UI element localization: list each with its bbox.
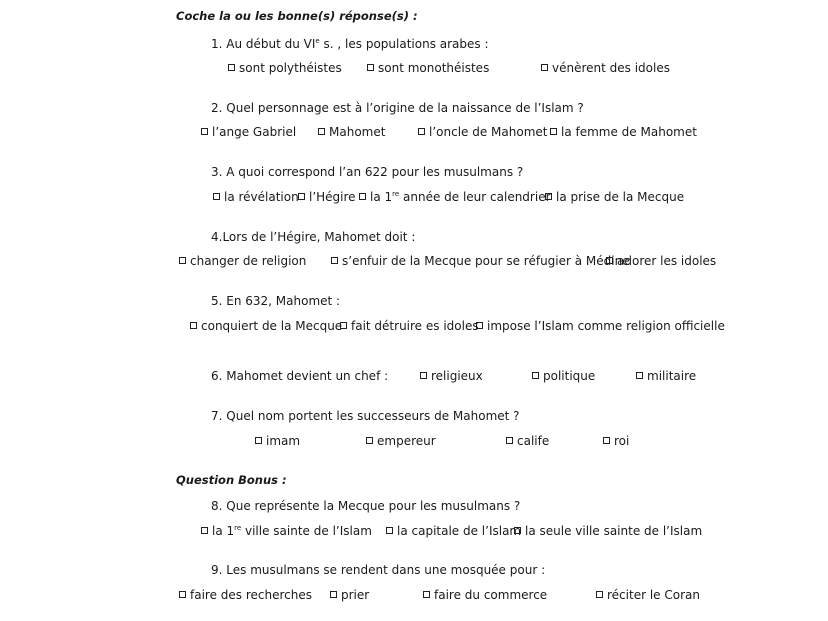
q7-option-4-label: roi: [614, 434, 630, 448]
q4-option-3[interactable]: [606, 254, 716, 268]
q8-option-3[interactable]: [514, 524, 702, 538]
question-5: 5. En 632, Mahomet :: [211, 294, 341, 308]
question-7: 7. Quel nom portent les successeurs de Mahomet ?: [211, 409, 520, 423]
q3-option-4-label: la prise de la Mecque: [556, 190, 685, 204]
checkbox-icon[interactable]: [476, 322, 483, 329]
checkbox-icon[interactable]: [636, 372, 643, 379]
checkbox-icon[interactable]: [606, 257, 613, 264]
q7-option-4[interactable]: [603, 434, 629, 448]
q9-option-2[interactable]: [330, 588, 369, 602]
question-3: 3. A quoi correspond l’an 622 pour les musulmans ?: [211, 165, 524, 179]
question-1-text-after: s. , les populations arabes :: [319, 37, 489, 51]
checkbox-icon[interactable]: [545, 193, 552, 200]
q8-option-2[interactable]: [386, 524, 521, 538]
q2-option-2-label: Mahomet: [329, 125, 386, 139]
q8-option-1-label: la 1: [212, 524, 235, 538]
q2-option-3-label: l’oncle de Mahomet: [429, 125, 548, 139]
checkbox-icon[interactable]: [367, 64, 374, 71]
checkbox-icon[interactable]: [603, 437, 610, 444]
q6-option-3-label: militaire: [647, 369, 697, 383]
checkbox-icon[interactable]: [386, 527, 393, 534]
q9-option-3-label: faire du commerce: [434, 588, 548, 602]
checkbox-icon[interactable]: [331, 257, 338, 264]
q3-option-3[interactable]: [359, 190, 551, 204]
checkbox-icon[interactable]: [255, 437, 262, 444]
q3-option-2-label: l’Hégire: [309, 190, 356, 204]
q6-option-2[interactable]: [532, 369, 595, 383]
q1-option-2-label: sont monothéistes: [378, 61, 490, 75]
q4-option-2[interactable]: [331, 254, 630, 268]
q6-option-1-label: religieux: [431, 369, 483, 383]
q2-option-2[interactable]: [318, 125, 385, 139]
q2-option-1-label: l’ange Gabriel: [212, 125, 297, 139]
q1-option-2[interactable]: [367, 61, 489, 75]
q2-option-1[interactable]: [201, 125, 296, 139]
checkbox-icon[interactable]: [359, 193, 366, 200]
question-1-text: 1. Au début du VI: [211, 37, 316, 51]
question-1: [211, 37, 489, 51]
q6-option-3[interactable]: [636, 369, 696, 383]
q7-option-3-label: calife: [517, 434, 550, 448]
question-4: 4.Lors de l’Hégire, Mahomet doit :: [211, 230, 416, 244]
q5-option-3[interactable]: [476, 319, 725, 333]
checkbox-icon[interactable]: [318, 128, 325, 135]
checkbox-icon[interactable]: [541, 64, 548, 71]
checkbox-icon[interactable]: [420, 372, 427, 379]
checkbox-icon[interactable]: [550, 128, 557, 135]
q9-option-2-label: prier: [341, 588, 370, 602]
q1-option-1-label: sont polythéistes: [239, 61, 342, 75]
q7-option-1[interactable]: [255, 434, 300, 448]
question-8: 8. Que représente la Mecque pour les musulmans ?: [211, 499, 521, 513]
q2-option-3[interactable]: [418, 125, 547, 139]
checkbox-icon[interactable]: [514, 527, 521, 534]
q1-option-1[interactable]: [228, 61, 342, 75]
q8-option-3-label: la seule ville sainte de l’Islam: [525, 524, 703, 538]
q3-option-3-sup: re: [392, 190, 400, 198]
q9-option-1-label: faire des recherches: [190, 588, 312, 602]
q4-option-1[interactable]: [179, 254, 306, 268]
checkbox-icon[interactable]: [201, 527, 208, 534]
q9-option-3[interactable]: [423, 588, 547, 602]
q2-option-4-label: la femme de Mahomet: [561, 125, 697, 139]
q3-option-3-label: la 1: [370, 190, 393, 204]
q1-option-3-label: vénèrent des idoles: [552, 61, 670, 75]
q9-option-1[interactable]: [179, 588, 312, 602]
q5-option-2-label: fait détruire es idoles: [351, 319, 479, 333]
checkbox-icon[interactable]: [596, 591, 603, 598]
q8-option-2-label: la capitale de l’Islam: [397, 524, 522, 538]
instruction-heading: Coche la ou les bonne(s) réponse(s) :: [176, 9, 418, 23]
checkbox-icon[interactable]: [330, 591, 337, 598]
q8-option-1-label-rest: ville sainte de l’Islam: [245, 524, 372, 538]
q3-option-4[interactable]: [545, 190, 684, 204]
checkbox-icon[interactable]: [423, 591, 430, 598]
q8-option-1-sup: re: [234, 524, 242, 532]
q5-option-3-label: impose l’Islam comme religion officielle: [487, 319, 725, 333]
checkbox-icon[interactable]: [366, 437, 373, 444]
bonus-heading: Question Bonus :: [176, 473, 287, 487]
q5-option-2[interactable]: [340, 319, 479, 333]
q3-option-2[interactable]: [298, 190, 356, 204]
question-1-sup: e: [315, 37, 320, 45]
checkbox-icon[interactable]: [532, 372, 539, 379]
question-6: 6. Mahomet devient un chef :: [211, 369, 389, 383]
q3-option-1[interactable]: [213, 190, 299, 204]
q9-option-4-label: réciter le Coran: [607, 588, 700, 602]
q7-option-1-label: imam: [266, 434, 301, 448]
checkbox-icon[interactable]: [340, 322, 347, 329]
checkbox-icon[interactable]: [201, 128, 208, 135]
checkbox-icon[interactable]: [179, 591, 186, 598]
question-9: 9. Les musulmans se rendent dans une mosquée pour :: [211, 563, 546, 577]
q7-option-3[interactable]: [506, 434, 549, 448]
checkbox-icon[interactable]: [179, 257, 186, 264]
q7-option-2-label: empereur: [377, 434, 436, 448]
q1-option-3[interactable]: [541, 61, 670, 75]
checkbox-icon[interactable]: [506, 437, 513, 444]
checkbox-icon[interactable]: [190, 322, 197, 329]
q9-option-4[interactable]: [596, 588, 700, 602]
q3-option-3-label-rest: année de leur calendrier: [403, 190, 551, 204]
q4-option-1-label: changer de religion: [190, 254, 307, 268]
q6-option-1[interactable]: [420, 369, 483, 383]
q4-option-3-label: adorer les idoles: [617, 254, 717, 268]
q2-option-4[interactable]: [550, 125, 697, 139]
q6-option-2-label: politique: [543, 369, 596, 383]
q5-option-1[interactable]: [190, 319, 342, 333]
q5-option-1-label: conquiert de la Mecque: [201, 319, 343, 333]
checkbox-icon[interactable]: [418, 128, 425, 135]
checkbox-icon[interactable]: [228, 64, 235, 71]
q4-option-2-label: s’enfuir de la Mecque pour se réfugier à Médine: [342, 254, 630, 268]
checkbox-icon[interactable]: [213, 193, 220, 200]
checkbox-icon[interactable]: [298, 193, 305, 200]
question-2: 2. Quel personnage est à l’origine de la naissance de l’Islam ?: [211, 101, 584, 115]
q8-option-1[interactable]: [201, 524, 372, 538]
q7-option-2[interactable]: [366, 434, 436, 448]
q3-option-1-label: la révélation: [224, 190, 299, 204]
